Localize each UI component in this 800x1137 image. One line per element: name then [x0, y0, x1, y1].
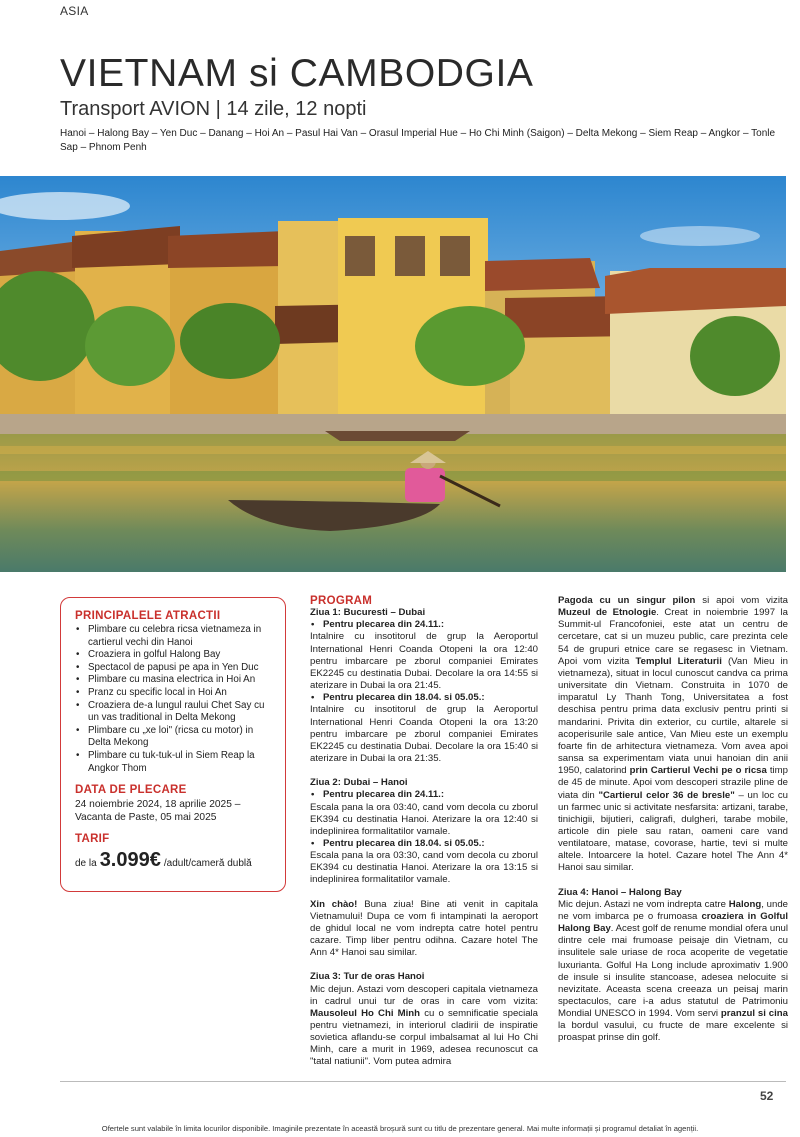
page-subtitle: Transport AVION | 14 zile, 12 nopti — [60, 98, 367, 120]
departure-variant: • Pentru plecarea din 24.11.: — [310, 789, 538, 801]
route-list: Hanoi – Halong Bay – Yen Duc – Danang – Hoi An – Pasul Hai Van – Orasul Imperial Hue – Ho Chi Minh (Saigon) – Delta Mekong – Siem Reap – Angkor – Tonle Sap – Phnom Penh — [60, 128, 776, 153]
tariff-heading: TARIF — [75, 833, 110, 846]
day-text-continued: Pagoda cu un singur pilon si apoi vom vizita Muzeul de Etnologie. Creat in noiembrie 1997 la Summit-ul Francofoniei, este atat un centru de cercetare, cat si un muzeu public, care prezinta cele 54 de grupuri etnice care se regasesc in Vietnam. Apoi vom vizita Templul Literaturii (Van Mieu in vietnameza), situat in locul cunoscut candva ca prima universitate din Vietnam. Construita in 1070 de imparatul Ly Thanh Tong, Universitatea a fost deschisa pentru prima data exclusiv pentru printi si mandarini. Privita din exterior, cu curtile, altarele si acoperisurile sale antice, Van Mieu este un exemplu foarte fin de arhitectura vietnameza. Vom avea apoi sansa sa experimentam viata unui hanoian din anii 1950, calatorind prin Cartierul Vechi pe o ricsa timp de 45 de minute. Apoi vom descoperi strazile pline de viata din "Cartierul celor 36 de bresle" – un loc cu un farmec unic si activitate nesfarsita: artizani, tarabe, tinichigii, bijutieri, caligrafi, dulgheri, tarabe mobile, articole din piele sau ratan, oameni care vand ventilatoare, matase, covorase, hartie, tevi si multe altele. Intoarcere la hotel. Cazare hotel The Ann 4* Hanoi sau similar. — [558, 595, 789, 874]
price-amount: 3.099€ — [99, 849, 161, 872]
price-prefix: de la — [75, 858, 97, 870]
day-text: Xin chào! Buna ziua! Bine ati venit in capitala Vietnamului! Dupa ce vom fi intampinati la aeroport de ghidul local ne vom indrepta catre hotel pentru cazare. Timp liber pentru odihna. Cazare hotel The Ann 4* Hanoi sau similar. — [310, 898, 538, 959]
day-text: Intalnire cu insotitorul de grup la Aeroportul International Henri Coanda Otopeni la ora 12:40 pentru imbarcare pe zborul companiei Emirates EK2245 cu destinatia Dubai. Decolare la ora 14:55 si aterizare in Dubai la ora 21:45. — [310, 631, 538, 692]
day-title: Ziua 3: Tur de oras Hanoi — [310, 971, 425, 983]
day-title: Ziua 4: Hanoi – Halong Bay — [558, 886, 682, 898]
price-line — [75, 849, 275, 872]
day-text: Mic dejun. Astazi vom descoperi capitala vietnameza in cadrul unui tur de oras in care vom vizita: Mausoleul Ho Chi Minh cu o semnificatie speciala pentru vietnamezi, in interiorul cladirii de inspiratie sovietica aflandu-se corpul imbalsamat al lui Ho Chi Minh, care a murit in 1969, adesea recunoscut ca "tatal natiunii". Vom putea admira — [310, 983, 539, 1068]
day-title: Ziua 1: Bucuresti – Dubai — [310, 607, 426, 619]
day-text: Mic dejun. Astazi ne vom indrepta catre Halong, unde ne vom imbarca pe o frumoasa croaziera in Golful Halong Bay. Acest golf de renume mondial ofera unul dintre cele mai frumoase peisaje din Vietnam, cu insulitele sale uriase de roca acoperite de vegetatie luxurianta. Golful Ha Long include aproximativ 1.900 de insule si insulite stancoase, adesea nelocuite si nevizitate. Aceasta scena creeaza un peisaj marin spectaculos, care i-a adus statutul de Patrimoniu Mondial UNESCO in 1994. Vom servi pranzul si cina la bordul vasului, cu fructe de mare excelente si proaspat prinse din golf. — [558, 898, 788, 1044]
list-item: • Plimbare cu celebra ricsa vietnameza in cartierul vechi din Hanoi — [75, 624, 275, 649]
page-number: 52 — [760, 1089, 774, 1103]
list-item: • Plimbare cu masina electrica in Hoi An — [75, 674, 275, 687]
list-item: • Plimbare cu tuk-tuk-ul in Siem Reap la Angkor Thom — [75, 750, 275, 775]
day-text: Intalnire cu insotitorul de grup la Aeroportul International Henri Coanda Otopeni la ora 13:20 pentru imbarcare pe zborul companiei Emirates EK2245 cu destinatia Dubai. Decolare la ora 15:40 si aterizare in Dubai la ora 21:35. — [310, 704, 538, 765]
list-item: • Spectacol de papusi pe apa in Yen Duc — [75, 662, 275, 675]
departure-heading: DATA DE PLECARE — [75, 784, 187, 797]
list-item: • Pranz cu specific local in Hoi An — [75, 687, 275, 700]
hero-photo — [0, 176, 786, 572]
price-suffix: /adult/cameră dublă — [163, 858, 252, 870]
day-title: Ziua 2: Dubai – Hanoi — [310, 777, 408, 789]
departure-variant: • Pentru plecarea din 24.11.: — [310, 619, 538, 631]
region-label: ASIA — [60, 4, 89, 18]
highlights-box — [60, 597, 286, 892]
day-text: Escala pana la ora 03:30, cand vom decola cu zborul EK394 cu destinatia Hanoi. Aterizare la ora 13:15 si indeplinirea formalitatilor vamale. — [310, 850, 538, 886]
highlights-heading: PRINCIPALELE ATRACTII — [75, 610, 221, 622]
footer-disclaimer: Ofertele sunt valabile în limita locurilor disponibile. Imaginile prezentate în această broșură sunt cu titlu de prezentare general. Mai multe informații și programul detaliat în agenții. — [101, 1124, 699, 1133]
list-item: • Plimbare cu „xe loi" (ricsa cu motor) in Delta Mekong — [75, 725, 275, 750]
departure-variant: • Pentru plecarea din 18.04. si 05.05.: — [310, 838, 538, 850]
highlights-list — [75, 624, 275, 775]
list-item: • Croaziera de-a lungul raului Chet Say cu un vas traditional in Delta Mekong — [75, 700, 275, 725]
day-text: Escala pana la ora 03:40, cand vom decola cu zborul EK394 cu destinatia Hanoi. Aterizare la ora 12:40 si indeplinirea formalitatilor vamale. — [310, 801, 538, 837]
footer-divider — [60, 1081, 786, 1082]
page-title: VIETNAM si CAMBODGIA — [60, 52, 534, 95]
departure-variant: • Pentru plecarea din 18.04. si 05.05.: — [310, 692, 538, 704]
program-heading: PROGRAM — [310, 595, 373, 607]
hoi-an-river-photo-icon — [0, 176, 786, 572]
program-column-2 — [558, 595, 788, 1045]
departure-dates: 24 noiembrie 2024, 18 aprilie 2025 – Vacanta de Paste, 05 mai 2025 — [75, 799, 241, 824]
program-column-1 — [310, 595, 538, 1069]
list-item: • Croaziera in golful Halong Bay — [75, 649, 275, 662]
